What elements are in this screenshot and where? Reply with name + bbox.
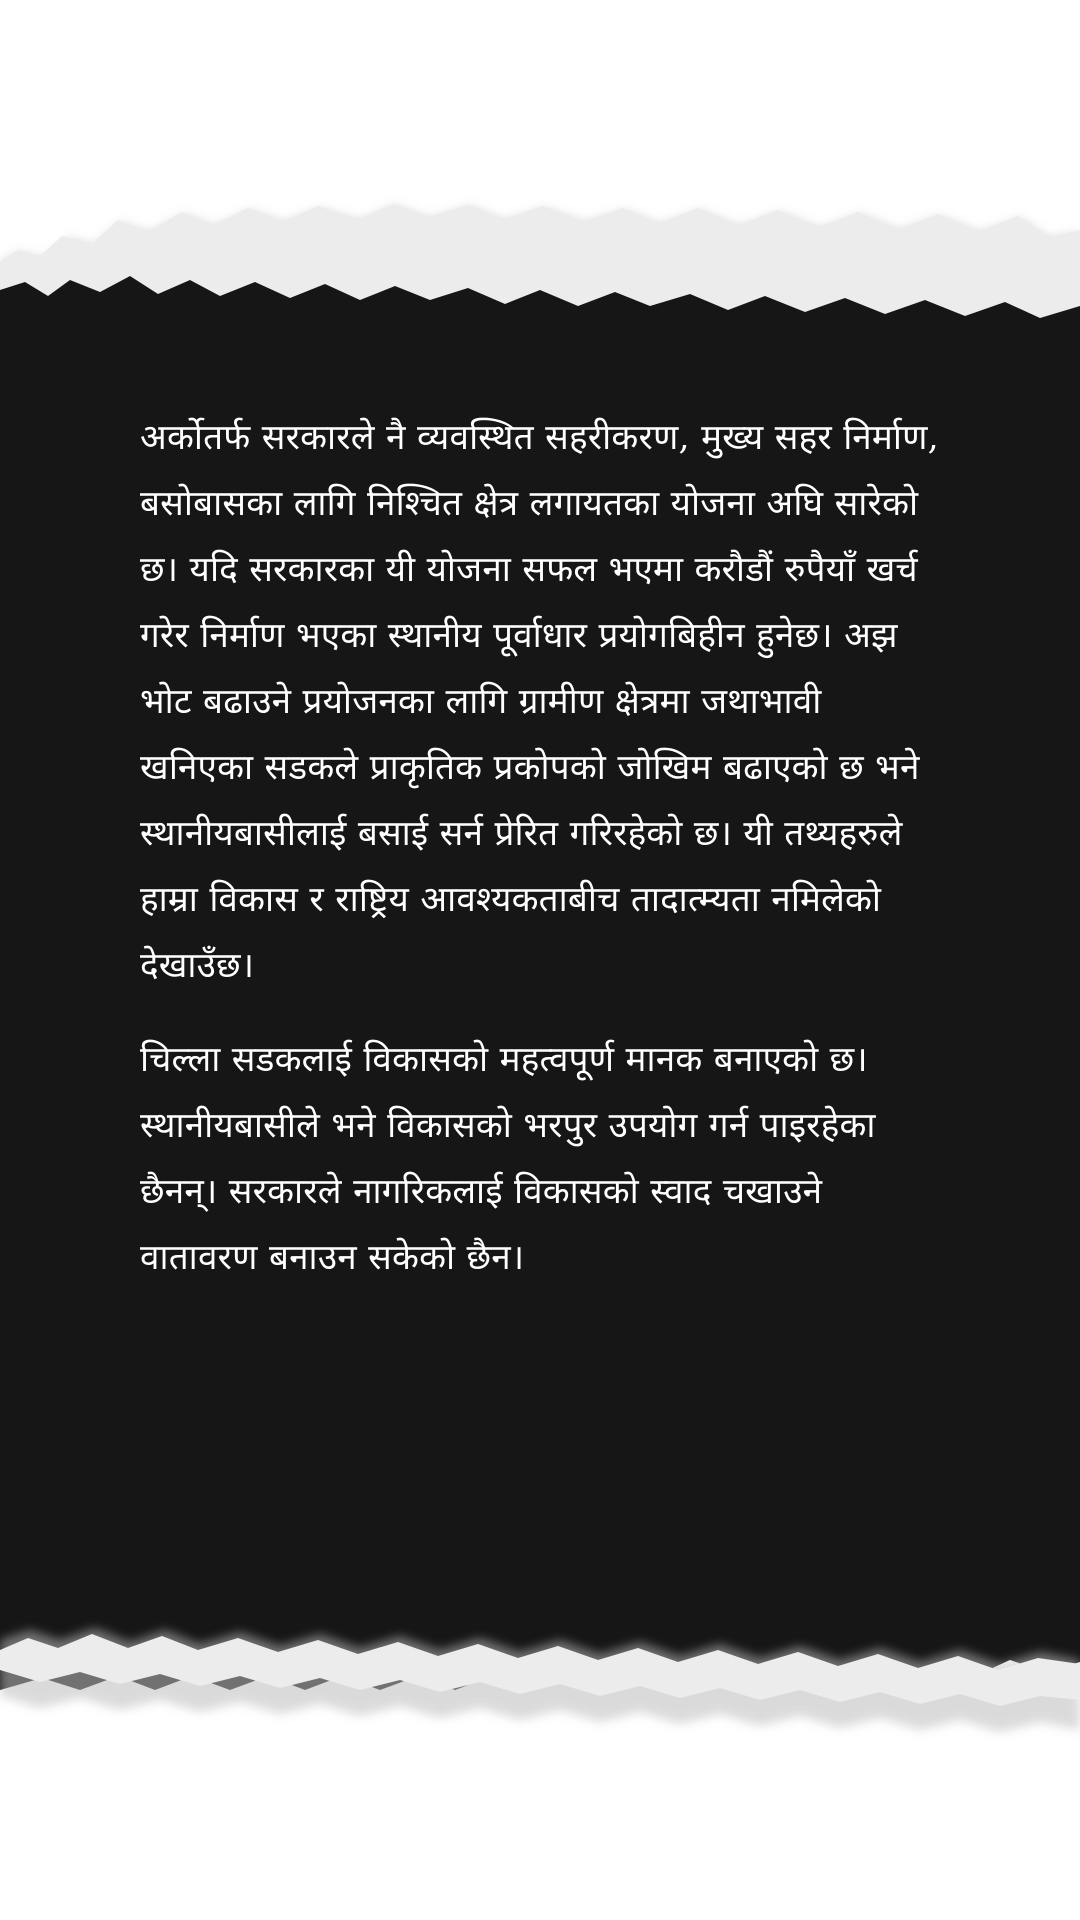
- article-body: [140, 405, 940, 1319]
- article-paragraph: अर्कोतर्फ सरकारले नै व्यवस्थित सहरीकरण, मुख्य सहर निर्माण, बसोबासका लागि निश्चित क्षेत्र लगायतका योजना अघि सारेको छ। यदि सरकारका यी योजना सफल भएमा करौडौं रुपैयाँ खर्च गरेर निर्माण भएका स्थानीय पूर्वाधार प्रयोगबिहीन हुनेछ। अझ भोट बढाउने प्रयोजनका लागि ग्रामीण क्षेत्रमा जथाभावी खनिएका सडकले प्राकृतिक प्रकोपको जोखिम बढाएको छ भने स्थानीयबासीलाई बसाई सर्न प्रेरित गरिरहेको छ। यी तथ्यहरुले हाम्रा विकास र राष्ट्रिय आवश्यकताबीच तादात्म्यता नमिलेको देखाउँछ।: [140, 418, 939, 986]
- article-paragraph: चिल्ला सडकलाई विकासको महत्वपूर्ण मानक बनाएको छ। स्थानीयबासीले भने विकासको भरपुर उपयोग गर्न पाइरहेका छैनन्। सरकारले नागरिकलाई विकासको स्वाद चखाउने वातावरण बनाउन सकेको छैन।: [140, 1040, 876, 1278]
